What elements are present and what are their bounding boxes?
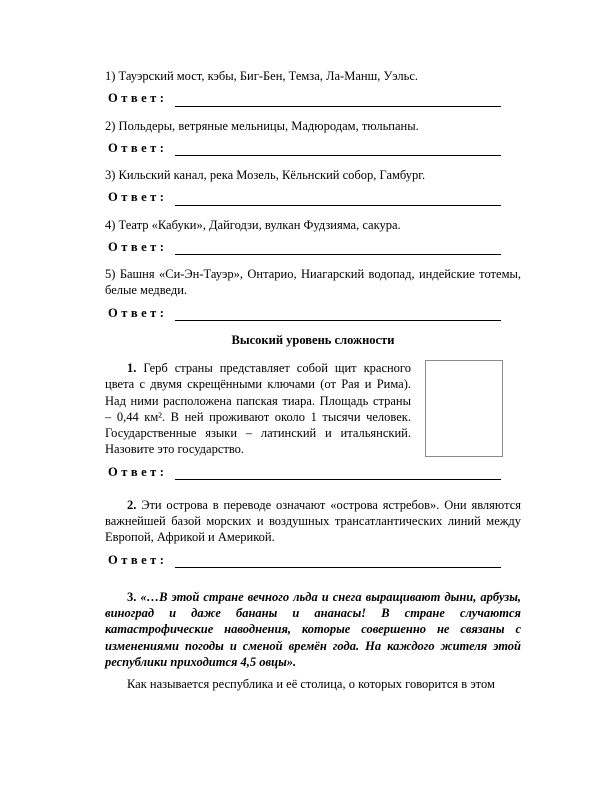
answer-label: Ответ: [108, 140, 168, 155]
question-number: 2. [127, 497, 137, 512]
followup-text: Как называется республика и её столица, о которых говорится в этом [127, 677, 495, 691]
question-number: 2) [105, 118, 116, 133]
answer-row-hard-2 [105, 552, 521, 568]
quiz-question-2 [105, 118, 521, 134]
quiz-question-5 [105, 266, 521, 299]
answer-row-hard-1 [105, 464, 521, 480]
answer-label: Ответ: [108, 464, 168, 479]
question-number: 3) [105, 168, 116, 182]
answer-blank-line [175, 553, 501, 568]
question-number: 4) [105, 217, 116, 232]
question-text: Кильский канал, река Мозель, Кёльнский собор, Гамбург. [118, 168, 426, 182]
question-text: Эти острова в переводе означают «острова ястребов». Они являются важнейшей базой морских и воздушных трансатлантических линий между Европой, Африкой и Америкой. [105, 497, 522, 545]
hard-question-3-followup [105, 676, 521, 692]
answer-label: Ответ: [108, 190, 168, 205]
section-title: Высокий уровень сложности [231, 332, 395, 347]
hard-question-3 [105, 589, 521, 670]
answer-label: Ответ: [108, 552, 168, 567]
answer-blank-line [175, 240, 501, 255]
quiz-question-3 [105, 167, 521, 183]
answer-blank-line [175, 191, 501, 206]
question-text: Польдеры, ветряные мельницы, Мадюродам, тюльпаны. [118, 118, 419, 133]
hard-question-2 [105, 497, 521, 546]
question-text: «…В этой стране вечного льда и снега выращивают дыни, арбузы, виноград и даже бананы и ананасы! В стране случаются катастрофические наводнения, которые совершенно не связаны с изменениями погоды и сменой времён года. На каждого жителя этой республики приходится 4,5 овцы». [105, 589, 522, 669]
answer-blank-line [175, 306, 501, 321]
answer-row-1 [105, 90, 521, 106]
page-content [105, 68, 521, 698]
answer-label: Ответ: [108, 239, 168, 254]
answer-blank-line [175, 141, 501, 156]
spacer [105, 579, 521, 589]
answer-label: Ответ: [108, 91, 168, 106]
answer-blank-line [175, 465, 501, 480]
question-number: 1. [127, 361, 137, 375]
answer-blank-line [175, 92, 501, 107]
answer-row-5 [105, 305, 521, 321]
question-number: 3. [127, 589, 137, 604]
answer-label: Ответ: [108, 305, 168, 320]
answer-row-2 [105, 140, 521, 156]
question-text: Герб страны представляет собой щит красного цвета с двумя скрещёнными ключами (от Рая и Рима). Над ними расположена папская тиара. Площадь страны – 0,44 км². В ней проживают около 1 тысячи человек. Государственные языки – латинский и итальянский. Назовите это государство. [105, 361, 411, 457]
image-placeholder-box [425, 360, 503, 457]
question-text: Башня «Си-Эн-Тауэр», Онтарио, Ниагарский водопад, индейские тотемы, белые медведи. [105, 267, 521, 298]
question-text: Театр «Кабуки», Дайгодзи, вулкан Фудзияма, сакура. [118, 217, 401, 232]
question-number: 5) [105, 267, 116, 281]
question-number: 1) [105, 69, 116, 83]
hard-question-1 [105, 360, 521, 458]
quiz-question-1 [105, 68, 521, 84]
question-text: Тауэрский мост, кэбы, Биг-Бен, Темза, Ла-Манш, Уэльс. [118, 69, 419, 83]
answer-row-4 [105, 239, 521, 255]
quiz-question-4 [105, 217, 521, 233]
answer-row-3 [105, 189, 521, 205]
